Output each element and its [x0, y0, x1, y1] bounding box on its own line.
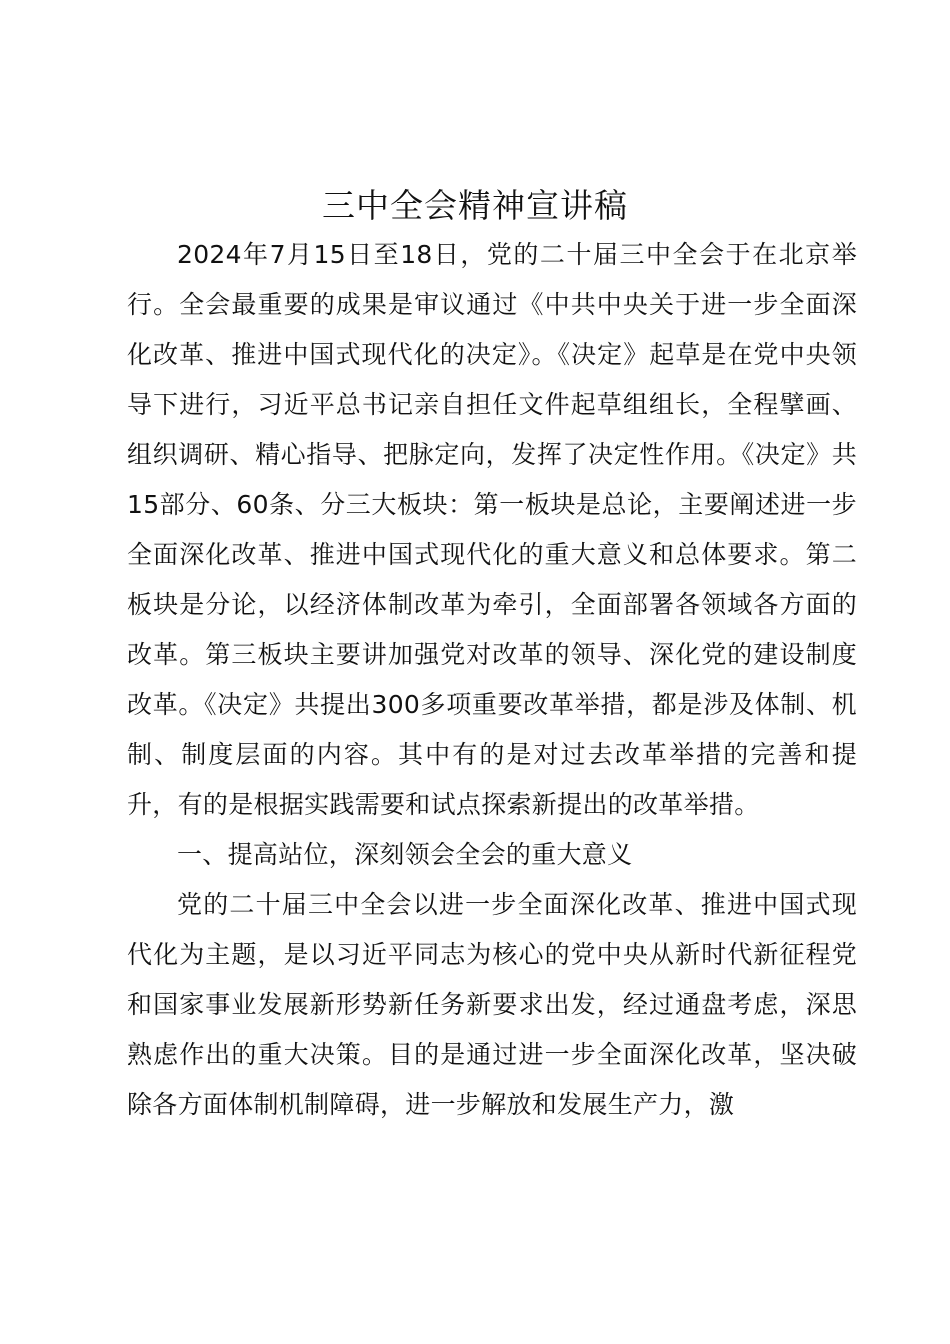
document-title: 三中全会精神宣讲稿: [322, 186, 628, 225]
intro-paragraph: 2024年7月15日至18日，党的二十届三中全会于在北京举行。全会最重要的成果是审议通过《中共中央关于进一步全面深化改革、推进中国式现代化的决定》。《决定》起草是在党中央领导下进行，习近平总书记亲自担任文件起草组组长，全程擘画、组织调研、精心指导、把脉定向，发挥了决定性作用。《决定》共15部分、60条、分三大板块：第一板块是总论，主要阐述进一步全面深化改革、推进中国式现代化的重大意义和总体要求。第二板块是分论，以经济体制改革为牵引，全面部署各领域各方面的改革。第三板块主要讲加强党对改革的领导、深化党的建设制度改革。《决定》共提出300多项重要改革举措，都是涉及体制、机制、制度层面的内容。其中有的是对过去改革举措的完善和提升，有的是根据实践需要和试点探索新提出的改革举措。: [127, 240, 857, 819]
document-body: [127, 230, 857, 1130]
section-heading: 一、提高站位，深刻领会全会的重大意义: [177, 840, 633, 869]
section-paragraph: 党的二十届三中全会以进一步全面深化改革、推进中国式现代化为主题，是以习近平同志为核心的党中央从新时代新征程党和国家事业发展新形势新任务新要求出发，经过通盘考虑，深思熟虑作出的重大决策。目的是通过进一步全面深化改革，坚决破除各方面体制机制障碍，进一步解放和发展生产力，激: [127, 890, 857, 1119]
